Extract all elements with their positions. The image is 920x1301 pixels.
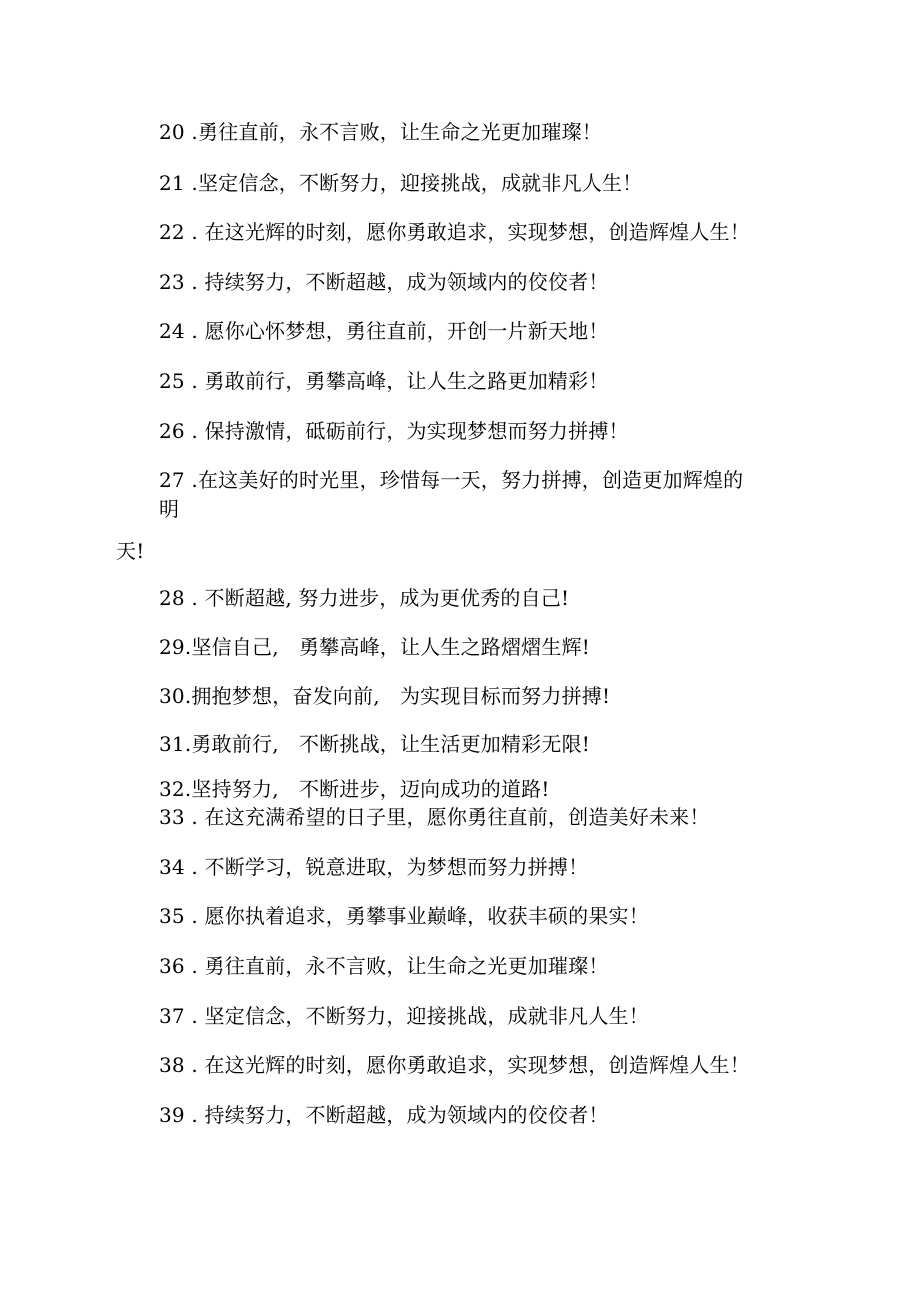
text-line: 37 . 坚定信念，不断努力，迎接挑战，成就非凡人生！: [159, 1004, 649, 1028]
text-line: 27 .在这美好的时光里，珍惜每一天，努力拼搏，创造更加辉煌的: [159, 468, 744, 492]
text-line: 39 . 持续努力，不断超越，成为领域内的佼佼者！: [159, 1103, 609, 1127]
text-line: 31.勇敢前行, 不断挑战，让生活更加精彩无限!: [159, 732, 591, 756]
text-line: 20 .勇往直前，永不言败，让生命之光更加璀璨！: [159, 120, 602, 144]
text-line: 21 .坚定信念，不断努力，迎接挑战，成就非凡人生！: [159, 171, 643, 195]
text-line: 35 . 愿你执着追求，勇攀事业巅峰，收获丰硕的果实！: [159, 904, 649, 928]
text-line: 天!: [116, 539, 145, 563]
text-line: 26 . 保持激情，砥砺前行，为实现梦想而努力拼搏！: [159, 419, 629, 443]
text-line: 25 . 勇敢前行，勇攀高峰，让人生之路更加精彩！: [159, 369, 609, 393]
text-line: 36 . 勇往直前，永不言败，让生命之光更加璀璨！: [159, 954, 609, 978]
text-line: 30.拥抱梦想，奋发向前, 为实现目标而努力拼搏!: [159, 684, 611, 708]
text-line: 33 . 在这充满希望的日子里，愿你勇往直前，创造美好未来！: [159, 805, 710, 829]
text-line: 28 . 不断超越, 努力进步，成为更优秀的自己!: [159, 586, 570, 610]
text-line: 32.坚持努力, 不断进步，迈向成功的道路!: [159, 777, 550, 801]
text-line: 明: [159, 497, 180, 521]
text-line: 23 . 持续努力，不断超越，成为领域内的佼佼者！: [159, 270, 609, 294]
text-line: 38 . 在这光辉的时刻，愿你勇敢追求，实现梦想，创造辉煌人生！: [159, 1053, 750, 1077]
text-line: 24 . 愿你心怀梦想，勇往直前，开创一片新天地！: [159, 319, 609, 343]
text-line: 29.坚信自己, 勇攀高峰，让人生之路熠熠生辉!: [159, 635, 591, 659]
text-line: 22 . 在这光辉的时刻，愿你勇敢追求，实现梦想，创造辉煌人生！: [159, 220, 750, 244]
text-line: 34 . 不断学习，锐意进取，为梦想而努力拼搏！: [159, 855, 589, 879]
